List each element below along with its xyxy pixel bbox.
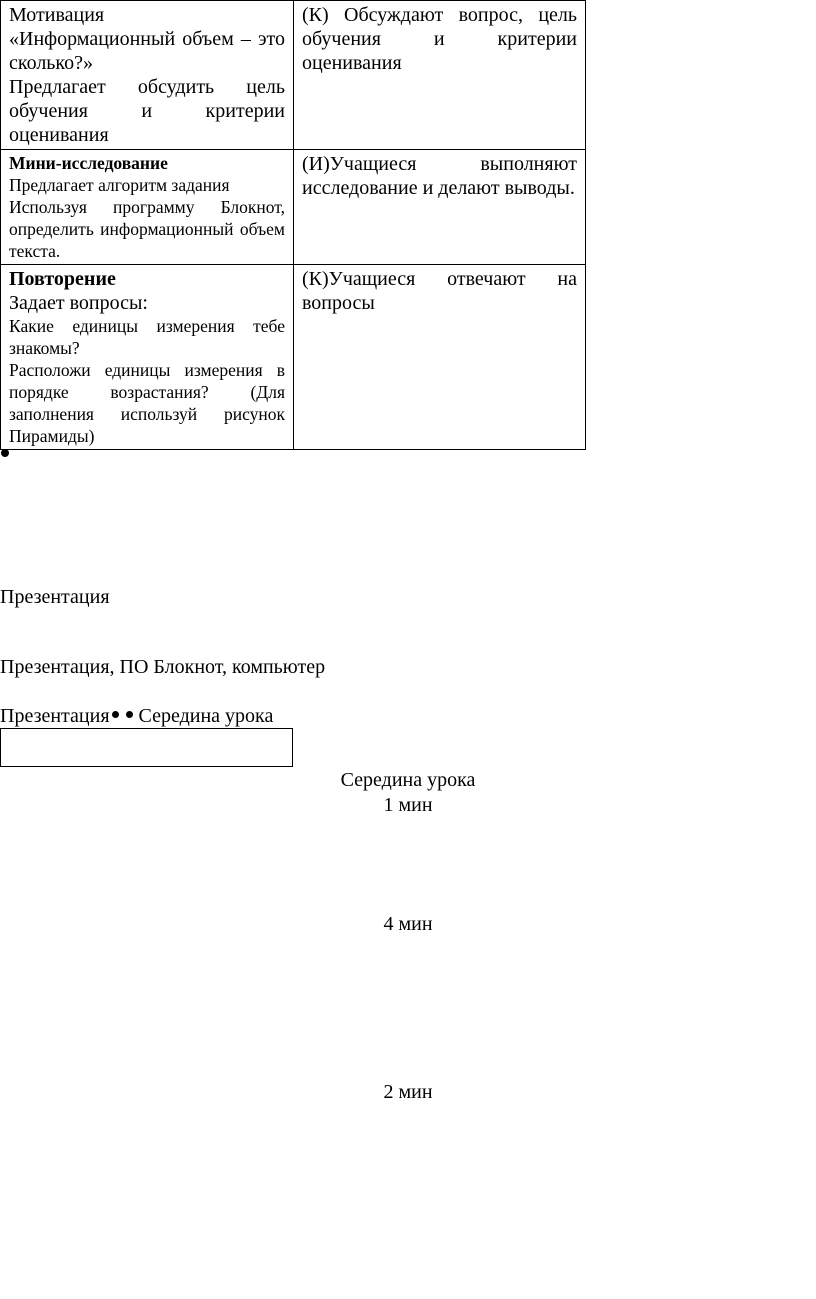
motivation-text: Предлагает обсудить цель обучения и критерии оценивания xyxy=(9,76,285,146)
review-question-2: Расположи единицы измерения в порядке возрастания? (Для заполнения используй рисунок Пирамиды) xyxy=(9,360,285,446)
research-student-text: (И)Учащиеся выполняют исследование и делают выводы. xyxy=(302,153,577,199)
motivation-quote: «Информационный объем – это сколько?» xyxy=(9,28,285,74)
resource-line-3-stage: Середина урока xyxy=(138,705,274,727)
resource-line-2: Презентация, ПО Блокнот, компьютер xyxy=(0,656,326,678)
student-cell-research xyxy=(294,150,586,265)
table-row xyxy=(1,150,586,265)
student-cell-review xyxy=(294,265,586,450)
bullet-icon xyxy=(126,711,133,718)
timing-heading: Середина урока xyxy=(340,769,476,791)
resource-line-3 xyxy=(0,704,273,728)
research-line1: Предлагает алгоритм задания xyxy=(9,175,230,195)
teacher-cell-research xyxy=(1,150,294,265)
timing-3: 2 мин xyxy=(383,1081,433,1103)
motivation-student-text: (К) Обсуждают вопрос, цель обучения и критерии оценивания xyxy=(302,4,577,74)
review-student-text: (К)Учащиеся отвечают на вопросы xyxy=(302,268,577,314)
table-row xyxy=(1,265,586,450)
table-row xyxy=(1,1,586,150)
resource-line-3-text: Презентация xyxy=(0,705,110,727)
review-line1: Задает вопросы: xyxy=(9,292,148,314)
timing-1: 1 мин xyxy=(383,794,433,816)
resource-line-1: Презентация xyxy=(0,586,110,608)
review-title: Повторение xyxy=(9,268,116,290)
student-cell-motivation xyxy=(294,1,586,150)
bullet-icon xyxy=(1,449,9,457)
research-text: Используя программу Блокнот, определить информационный объем текста. xyxy=(9,197,285,261)
review-question-1: Какие единицы измерения тебе знакомы? xyxy=(9,316,285,358)
empty-frame xyxy=(0,728,293,767)
teacher-cell-review xyxy=(1,265,294,450)
timing-2: 4 мин xyxy=(383,913,433,935)
teacher-cell-motivation xyxy=(1,1,294,150)
lesson-table xyxy=(0,0,586,450)
bullet-icon xyxy=(112,711,119,718)
research-title: Мини-исследование xyxy=(9,153,168,173)
motivation-title: Мотивация xyxy=(9,4,105,26)
